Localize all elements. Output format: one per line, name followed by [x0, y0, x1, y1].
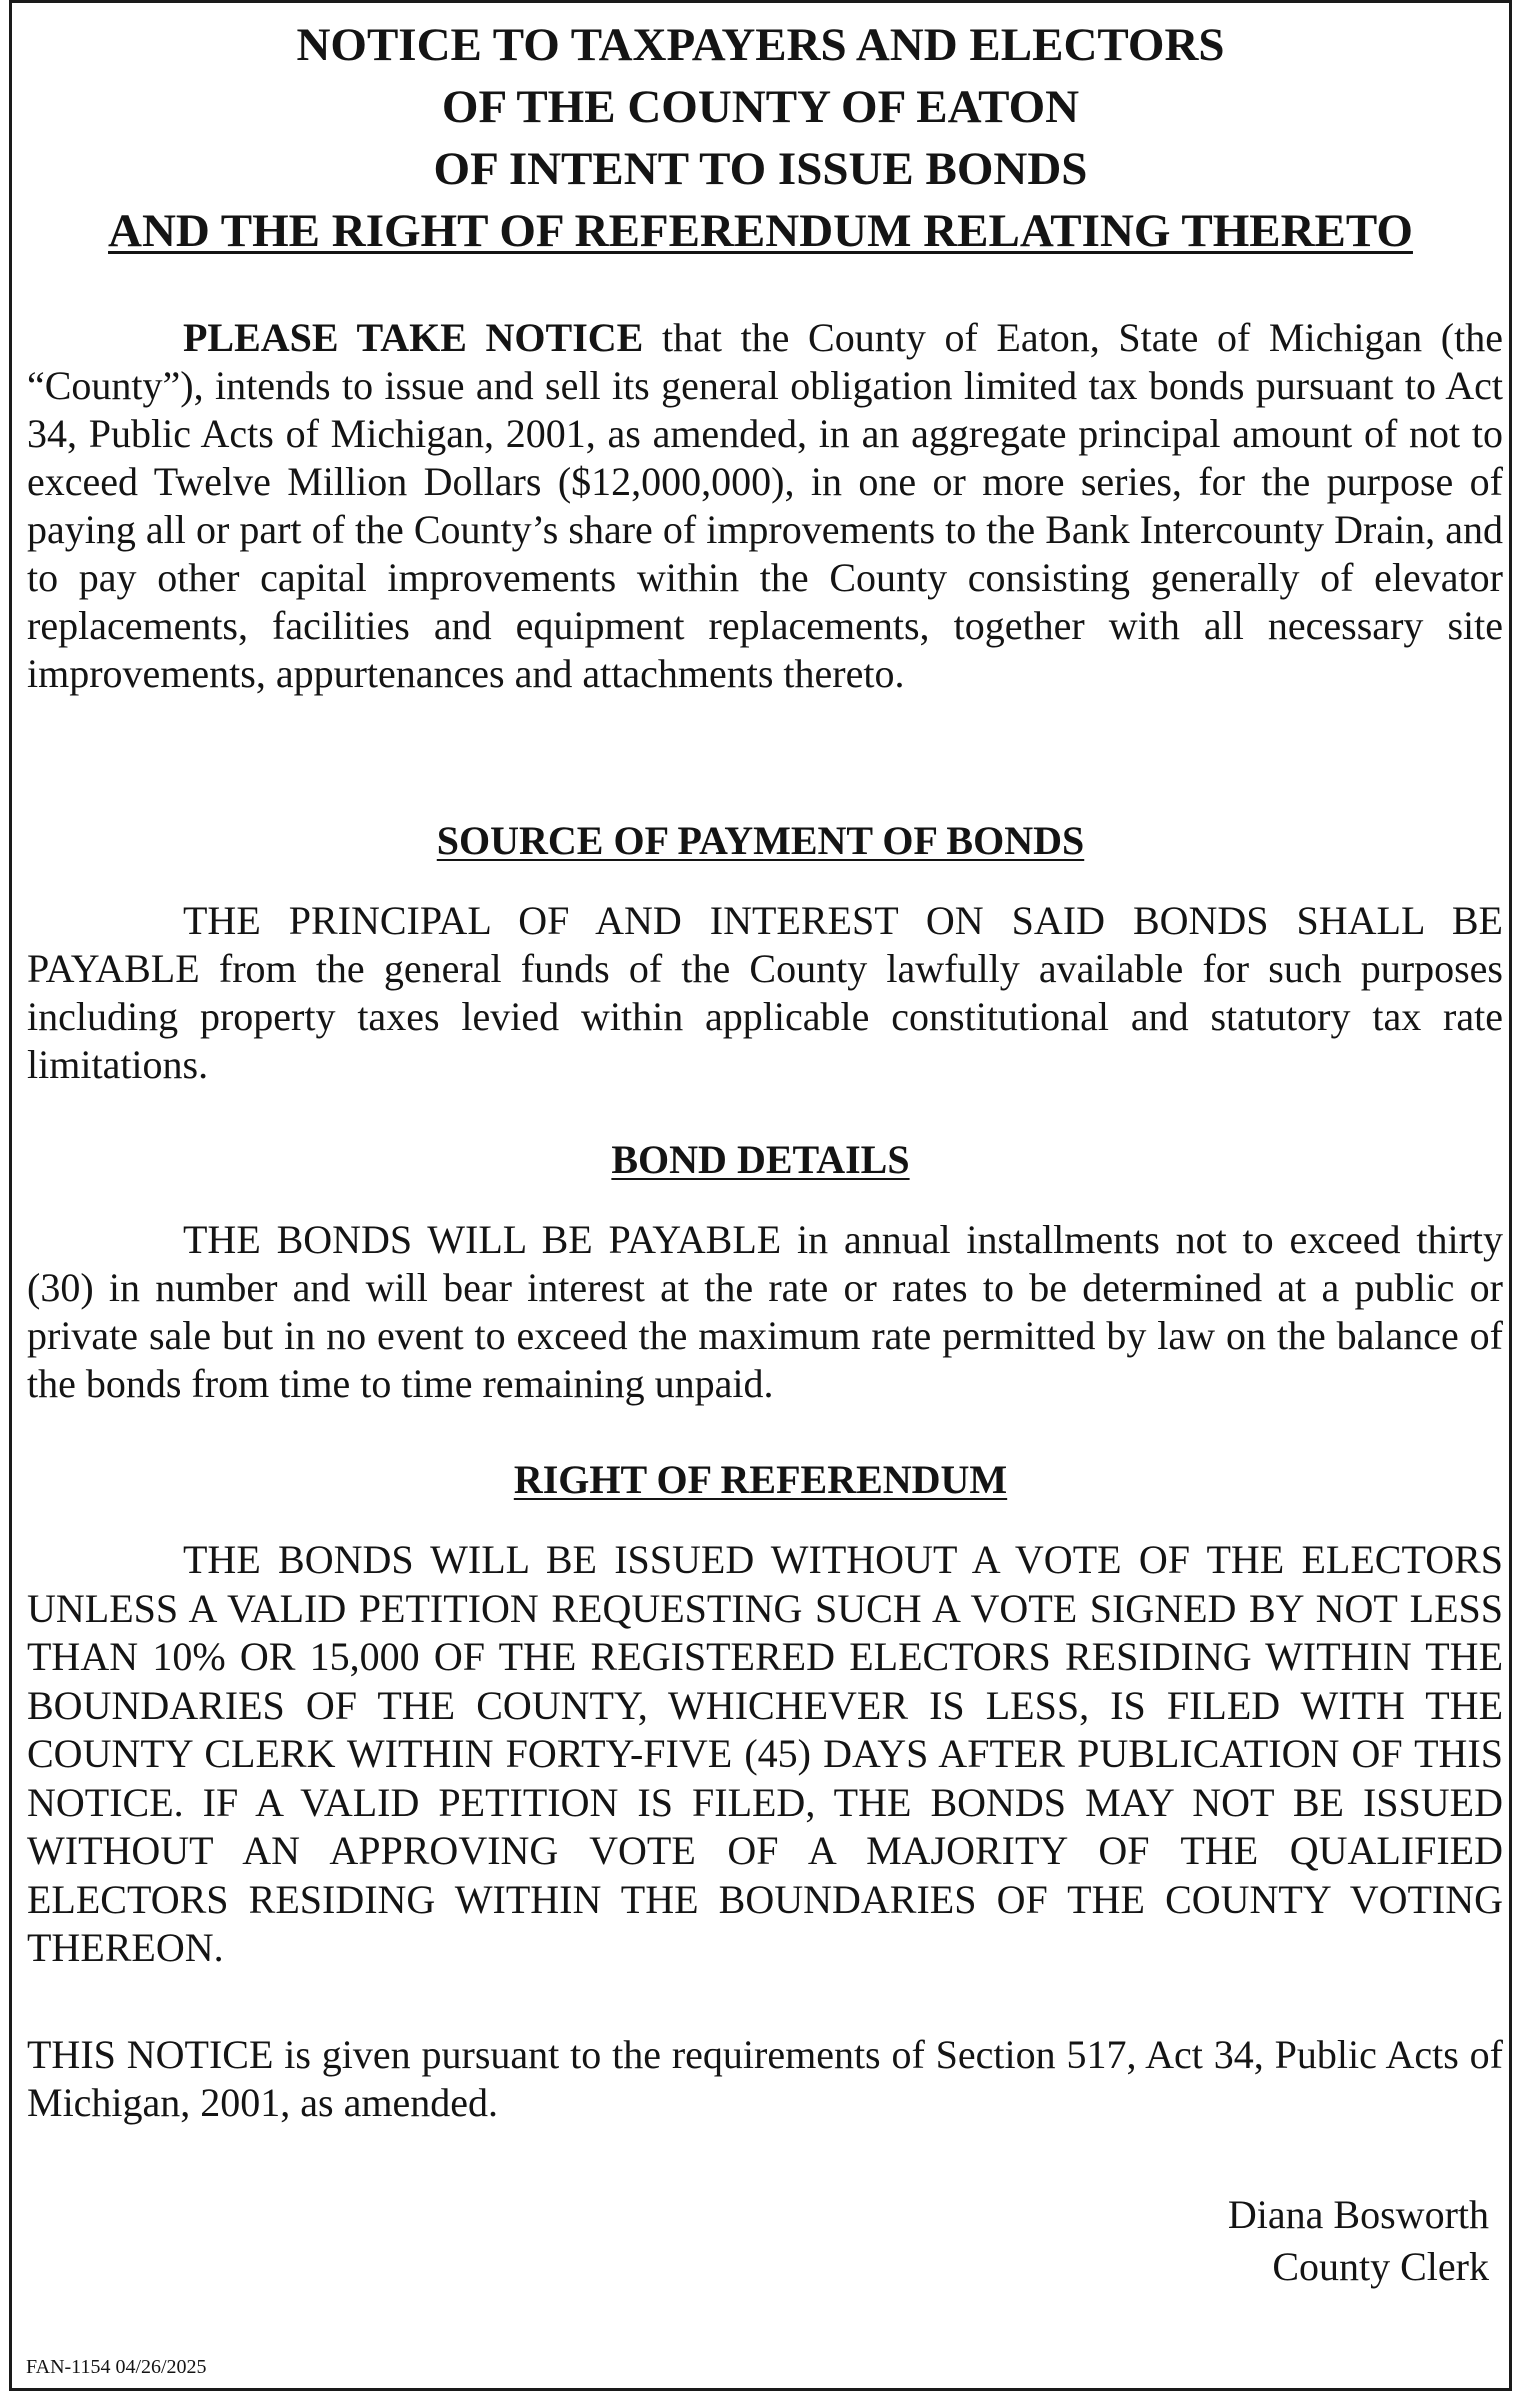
notice-title-line-2: OF THE COUNTY OF EATON	[441, 81, 1080, 133]
intro-lead: PLEASE TAKE NOTICE	[183, 315, 644, 360]
signer-name: Diana Bosworth	[1227, 2192, 1489, 2237]
intro-paragraph	[27, 314, 1503, 698]
signer-title: County Clerk	[1272, 2244, 1489, 2289]
section-body-bond-details: THE BONDS WILL BE PAYABLE in annual installments not to exceed thirty (30) in number and will bear interest at the rate or rates to be determined at a public or private sale but in no event to exceed the maximum rate permitted by law on the balance of the bonds from time to time remaining unpaid.	[27, 1217, 1503, 1406]
section-body-source-of-payment: THE PRINCIPAL OF AND INTEREST ON SAID BONDS SHALL BE PAYABLE from the general funds of the County lawfully available for such purposes including property taxes levied within applicable constitutional and statutory tax rate limitations.	[27, 898, 1503, 1087]
intro-text: that the County of Eaton, State of Michigan (the “County”), intends to issue and sell its general obligation limited tax bonds pursuant to Act 34, Public Acts of Michigan, 2001, as amended, in an aggregate principal amount of not to exceed Twelve Million Dollars ($12,000,000), in one or more series, for the purpose of paying all or part of the County’s share of improvements to the Bank Intercounty Drain, and to pay other capital improvements within the County consisting generally of elevator replacements, facilities and equipment replacements, together with all necessary site improvements, appurtenances and attachments thereto.	[27, 315, 1503, 696]
section-body-right-of-referendum: THE BONDS WILL BE ISSUED WITHOUT A VOTE OF THE ELECTORS UNLESS A VALID PETITION REQUESTING SUCH A VOTE SIGNED BY NOT LESS THAN 10% OR 15,000 OF THE REGISTERED ELECTORS RESIDING WITHIN THE BOUNDARIES OF THE COUNTY, WHICHEVER IS LESS, IS FILED WITH THE COUNTY CLERK WITHIN FORTY-FIVE (45) DAYS AFTER PUBLICATION OF THIS NOTICE. IF A VALID PETITION IS FILED, THE BONDS MAY NOT BE ISSUED WITHOUT AN APPROVING VOTE OF A MAJORITY OF THE QUALIFIED ELECTORS RESIDING WITHIN THE BOUNDARIES OF THE COUNTY VOTING THEREON.	[27, 1537, 1503, 1970]
notice-title-line-3: OF INTENT TO ISSUE BONDS	[433, 143, 1088, 195]
signature-block	[1228, 2189, 1489, 2293]
public-notice	[9, 0, 1512, 2391]
notice-title-line-1: NOTICE TO TAXPAYERS AND ELECTORS	[296, 19, 1225, 71]
section-heading-right-of-referendum: RIGHT OF REFERENDUM	[513, 1457, 1008, 1502]
notice-code: FAN-1154 04/26/2025	[26, 2356, 207, 2378]
section-heading-source-of-payment: SOURCE OF PAYMENT OF BONDS	[436, 818, 1085, 863]
notice-title-line-4: AND THE RIGHT OF REFERENDUM RELATING THERETO	[108, 205, 1413, 257]
section-heading-bond-details: BOND DETAILS	[611, 1137, 910, 1182]
closing-paragraph: THIS NOTICE is given pursuant to the requirements of Section 517, Act 34, Public Acts of Michigan, 2001, as amended.	[27, 2032, 1503, 2125]
